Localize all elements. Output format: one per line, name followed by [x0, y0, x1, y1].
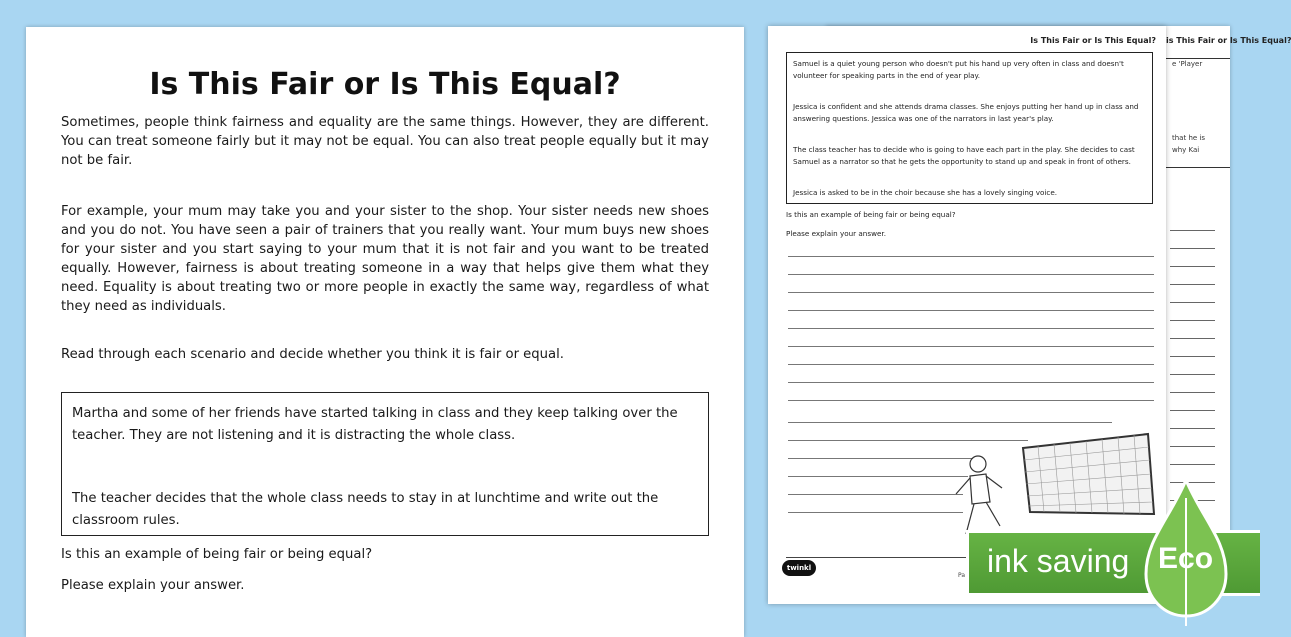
answer-line [788, 310, 1154, 311]
answer-line [1170, 410, 1215, 411]
twinkl-logo: twinkl [782, 560, 816, 576]
front-preview-sheet [768, 26, 1166, 604]
answer-line [788, 512, 963, 513]
scenario-part-2: The teacher decides that the whole class needs to stay in at lunchtime and write out the classroom rules. [72, 491, 659, 528]
answer-line [788, 274, 1154, 275]
answer-line [1170, 230, 1215, 231]
back-fragment: e 'Player [1172, 60, 1203, 68]
back-preview-title: is This Fair or Is This Equal? [1166, 36, 1291, 45]
intro-paragraph: Sometimes, people think fairness and equality are the same things. However, they are different. You can treat someone fairly but it may not be equal. You can also treat people equally but it may not be fair. [61, 115, 709, 168]
scenario-text: Jessica is confident and she attends drama classes. She enjoys putting her hand up in class and answering questions. Jessica was one of the narrators in last year's play. [793, 102, 1139, 123]
front-scenario-box [786, 52, 1153, 204]
answer-line [788, 256, 1154, 257]
front-explain: Please explain your answer. [786, 229, 886, 238]
answer-line [1170, 464, 1215, 465]
answer-line [1170, 338, 1215, 339]
answer-line [1170, 284, 1215, 285]
answer-line [1170, 248, 1215, 249]
answer-line [788, 400, 1154, 401]
scenario-text: Samuel is a quiet young person who doesn't put his hand up very often in class and doesn't volunteer for speaking parts in the end of year play. [793, 59, 1124, 80]
question-text: Is this an example of being fair or being equal? [61, 547, 373, 562]
scenario-text: The class teacher has to decide who is going to have each part in the play. She decides to cast Samuel as a narrator so that he gets the opportunity to stand up and speak in front of others. [793, 145, 1135, 166]
answer-line [1170, 356, 1215, 357]
answer-line [1170, 374, 1215, 375]
answer-line [1170, 392, 1215, 393]
back-fragment: why Kai [1172, 146, 1200, 154]
scenario-text: Jessica is asked to be in the choir because she has a lovely singing voice. [793, 188, 1058, 197]
ink-saving-text: ink saving [987, 543, 1130, 579]
main-worksheet-page [26, 27, 744, 637]
scenario-part-1: Martha and some of her friends have started talking in class and they keep talking over the teacher. They are not listening and it is distracting the whole class. [72, 406, 678, 443]
answer-line [788, 422, 1112, 423]
answer-line [1170, 320, 1215, 321]
answer-line [788, 364, 1154, 365]
answer-line [788, 292, 1154, 293]
example-paragraph: For example, your mum may take you and your sister to the shop. Your sister needs new shoes and you do not. You have seen a pair of trainers that you really want. Your mum buys new shoes for your sister and you start saying to your mum that it is not fair and you want to be treated equally. However, fairness is about treating someone in a way that helps give them what they need. Equality is about treating two or more people in exactly the same way, regardless of what they need as individuals. [61, 204, 709, 314]
answer-line [788, 458, 973, 459]
front-preview-title: Is This Fair or Is This Equal? [1030, 36, 1156, 45]
answer-line [1170, 446, 1215, 447]
instruction-text: Read through each scenario and decide whether you think it is fair or equal. [61, 347, 564, 362]
answer-line [788, 476, 968, 477]
answer-line [788, 494, 963, 495]
answer-line [1170, 266, 1215, 267]
answer-line [788, 346, 1154, 347]
scenario-box [61, 392, 709, 536]
answer-line [1170, 428, 1215, 429]
answer-line [788, 440, 1028, 441]
front-question: Is this an example of being fair or being equal? [786, 210, 956, 219]
answer-line [1170, 302, 1215, 303]
eco-label: Eco [1158, 542, 1214, 575]
football-goal-illustration [1018, 430, 1158, 520]
back-fragment: that he is [1172, 134, 1206, 142]
answer-line [788, 328, 1154, 329]
page-title: Is This Fair or Is This Equal? [149, 67, 621, 102]
explain-prompt: Please explain your answer. [61, 578, 245, 593]
answer-line [788, 382, 1154, 383]
footer-page-label: Pa [958, 572, 966, 579]
